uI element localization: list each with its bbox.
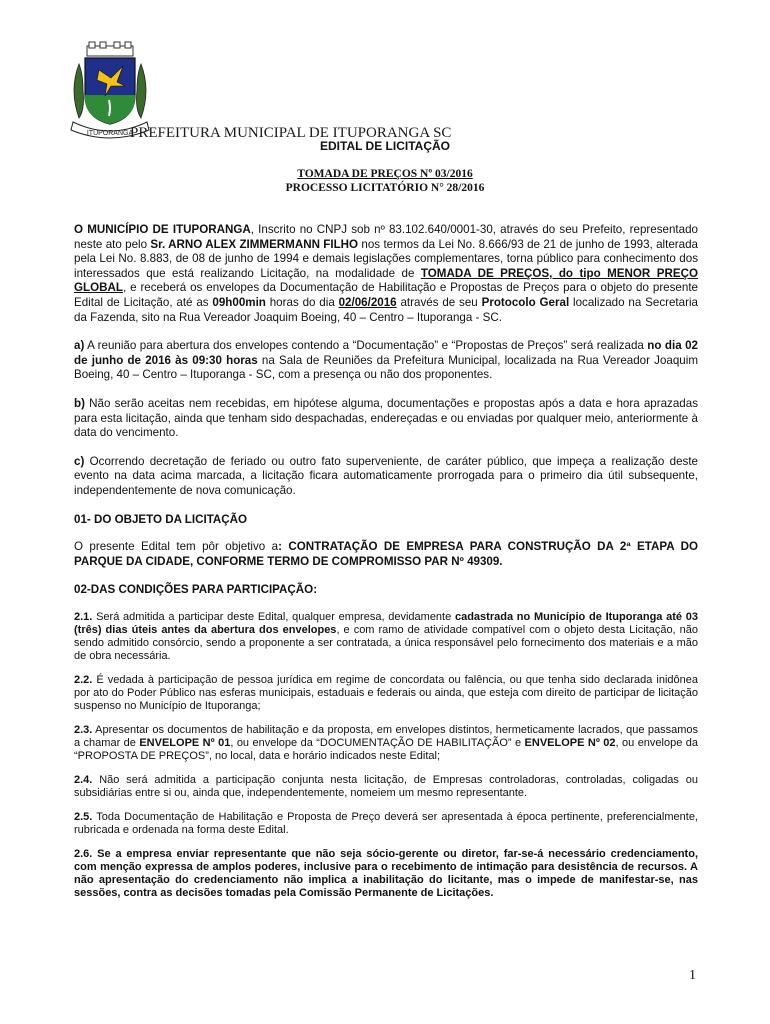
document-body (74, 223, 698, 911)
page-number: 1 (689, 968, 696, 983)
svg-text:ITUPORANGA: ITUPORANGA (86, 130, 134, 137)
clause-2-1: 2.1. Será admitida a participar deste Edital, qualquer empresa, devidamente cadastrada no Município de Ituporanga até 03 (três) dias úteis antes da abertura dos envelopes, e com ramo de atividade compatível com o objeto desta Licitação, não sendo admitido consórcio, sendo a proponente a ser contratada, a única responsável pelo fornecimento dos materiais e a mão de obra necessária. (74, 610, 699, 662)
clause-2-3: 2.3. Apresentar os documentos de habilitação e da proposta, em envelopes distintos, hermeticamente lacrados, que passamos a chamar de ENVELOPE Nº 01, ou envelope da “DOCUMENTAÇÃO DE HABILITAÇÃO” e ENVELOPE Nº 02, ou envelope da “PROPOSTA DE PREÇOS”, no local, data e horário indicados neste Edital; (74, 723, 699, 762)
paragraph-c: c) Ocorrendo decretação de feriado ou outro fato superveniente, de caráter público, que impeça a realização deste evento na data acima marcada, a licitação ficara automaticamente prorrogada para o primeiro dia útil subsequente, independentemente de nova comunicação. (74, 454, 698, 497)
section-1-heading: 01- DO OBJETO DA LICITAÇÃO (74, 512, 248, 526)
intro-paragraph: O MUNICÍPIO DE ITUPORANGA, Inscrito no CNPJ sob nº 83.102.640/0001-30, através do seu Prefeito, representado neste ato pelo Sr. ARNO ALEX ZIMMERMANN FILHO nos termos da Lei No. 8.666/93 de 21 de junho de 1993, alterada pela Lei No. 8.883, de 08 de junho de 1994 e demais legislações complementares, torna público para conhecimento dos interessados que está realizando Licitação, na modalidade de TOMADA DE PREÇOS, do tipo MENOR PREÇO GLOBAL, e receberá os envelopes da Documentação de Habilitação e Propostas de Preços para o objeto do presente Edital de Licitação, até as 09h00min horas do dia 02/06/2016 através de seu Protocolo Geral localizado na Secretaria da Fazenda, sito na Rua Vereador Joaquim Boeing, 40 – Centro – Ituporanga - SC. (74, 223, 698, 324)
paragraph-a: a) A reunião para abertura dos envelopes contendo a “Documentação” e “Propostas de Preços” será realizada no dia 02 de junho de 2016 às 09:30 horas na Sala de Reuniões da Prefeitura Municipal, localizada na Rua Vereador Joaquim Boeing, 40 – Centro – Ituporanga - SC, com a presença ou não dos proponentes. (74, 339, 698, 382)
organization-title: PREFEITURA MUNICIPAL DE ITUPORANGA SC (130, 125, 452, 141)
process-number: PROCESSO LICITATÓRIO N° 28/2016 (285, 182, 485, 194)
clause-2-2: 2.2. É vedada à participação de pessoa jurídica em regime de concordata ou falência, ou que tenha sido declarada inidônea por ato do Poder Público nas esferas municipais, estaduais e federais ou ainda, que esteja com direito de participar de licitação suspenso no Município de Ituporanga; (74, 673, 698, 712)
section-2-heading: 02-DAS CONDIÇÕES PARA PARTICIPAÇÃO: (74, 583, 318, 597)
tender-number: TOMADA DE PREÇOS Nº 03/2016 (297, 168, 473, 180)
paragraph-b: b) Não serão aceitas nem recebidas, em hipótese alguma, documentações e propostas após a data e hora aprazadas para esta licitação, ainda que tenham sido despachadas, endereçadas e ou enviadas por qualquer meio, anteriormente à data do vencimento. (74, 396, 698, 440)
clause-2-6: 2.6. Se a empresa enviar representante que não seja sócio-gerente ou diretor, far-se-á necessário credenciamento, com menção expressa de amplos poderes, inclusive para o recebimento de intimação para desistência de recursos. A não apresentação do credenciamento não implica a inabilitação do licitante, mas o impede de manifestar-se, nas sessões, contra as decisões tomadas pela Comissão Permanente de Licitações. (74, 847, 698, 899)
clause-2-5: 2.5. Toda Documentação de Habilitação e Proposta de Preço deverá ser apresentada à época pertinente, preferencialmente, rubricada e ordenada na forma deste Edital. (74, 810, 698, 836)
section-1-paragraph: O presente Edital tem pôr objetivo a: CONTRATAÇÃO DE EMPRESA PARA CONSTRUÇÃO DA 2ª ETAPA DO PARQUE DA CIDADE, CONFORME TERMO DE COMPROMISSO PAR Nº 49309. (74, 540, 698, 568)
clause-2-4: 2.4. Não será admitida a participação conjunta nesta licitação, de Empresas controladoras, controladas, coligadas ou subsidiárias entre si ou, ainda que, independentemente, nomeiem um mesmo representante. (74, 773, 698, 799)
document-title: EDITAL DE LICITAÇÃO (320, 139, 450, 153)
